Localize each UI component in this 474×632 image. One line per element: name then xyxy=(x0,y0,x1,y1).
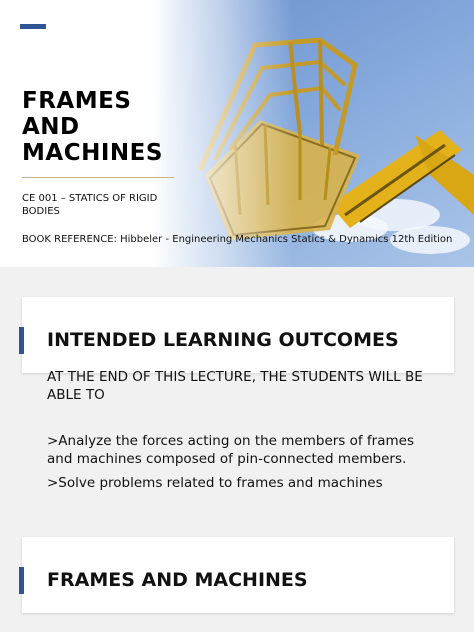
title-slide xyxy=(0,0,474,267)
learning-outcomes-slide xyxy=(0,267,474,632)
outcome-item-1: >Analyze the forces acting on the members of frames and machines composed of pin-connected members. xyxy=(47,433,414,467)
next-slide-heading: FRAMES AND MACHINES xyxy=(47,569,308,591)
accent-bar xyxy=(20,24,46,29)
outcomes-heading: INTENDED LEARNING OUTCOMES xyxy=(47,329,399,351)
slide-title: FRAMES AND MACHINES xyxy=(22,88,163,166)
course-subtitle: CE 001 – STATICS OF RIGID BODIES xyxy=(22,193,158,217)
next-heading-card xyxy=(22,537,454,613)
outcomes-intro: AT THE END OF THIS LECTURE, THE STUDENTS WILL BE ABLE TO xyxy=(47,369,423,403)
heading-accent-bar xyxy=(19,567,24,594)
heading-accent-bar xyxy=(19,327,24,354)
outcome-item-2: >Solve problems related to frames and machines xyxy=(47,475,383,491)
book-reference: BOOK REFERENCE: Hibbeler - Engineering Mechanics Statics & Dynamics 12th Edition xyxy=(22,234,453,245)
outcomes-heading-card xyxy=(22,297,454,373)
title-divider xyxy=(22,177,174,178)
